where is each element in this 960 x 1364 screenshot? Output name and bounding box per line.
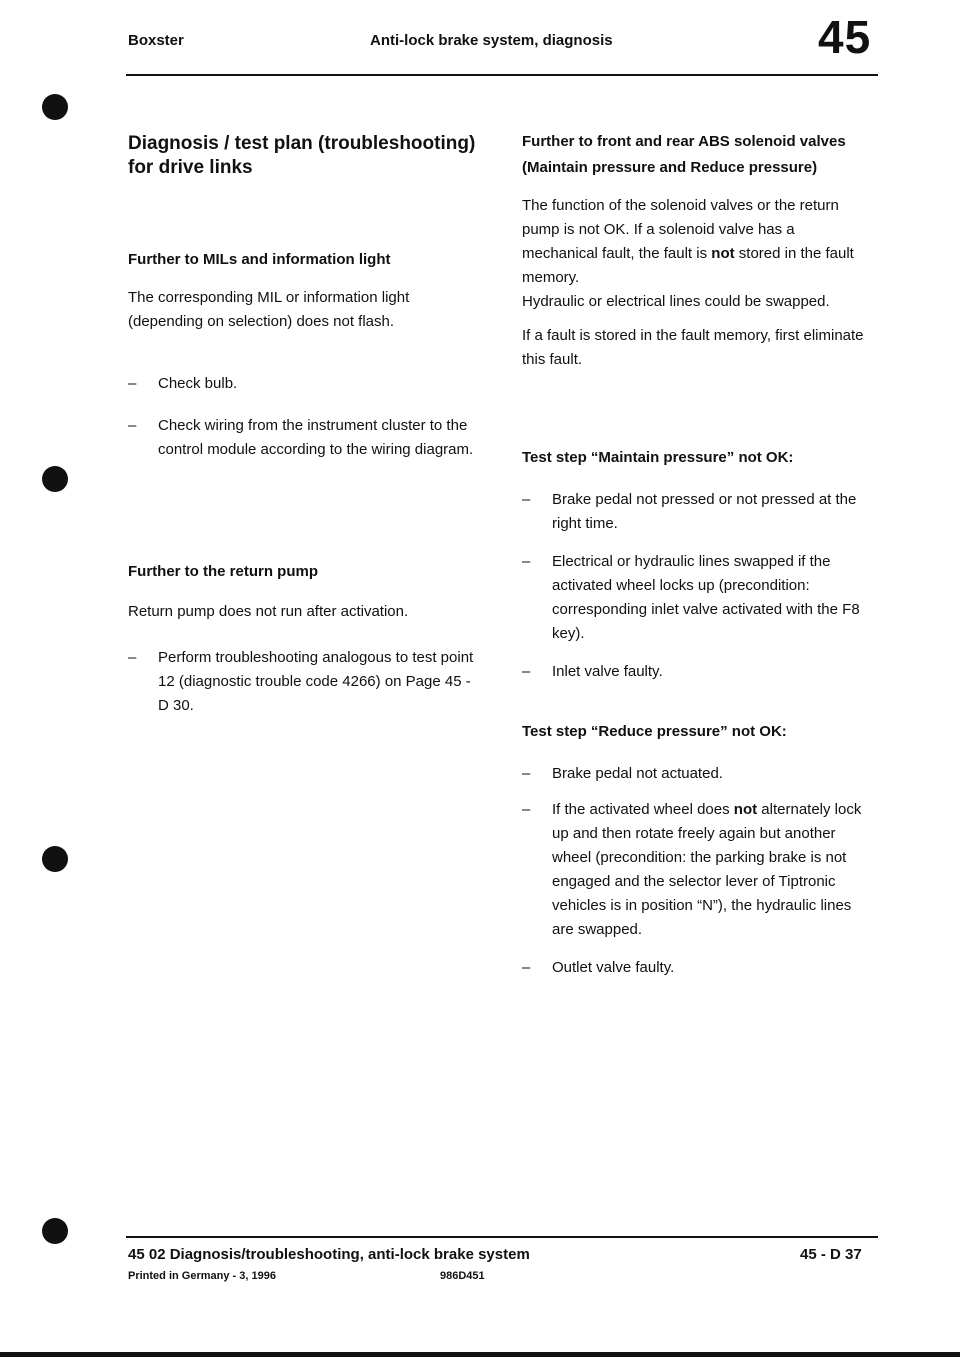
list-item: [128, 646, 478, 718]
list-item: [128, 372, 478, 396]
section-title-solenoid-valves: Further to front and rear ABS solenoid valves: [522, 133, 846, 150]
header-group-number: 45: [818, 11, 872, 63]
binder-hole: [42, 846, 68, 872]
emphasis-not: not: [733, 801, 758, 818]
binder-hole: [42, 466, 68, 492]
footer-section: 45 02 Diagnosis/troubleshooting, anti-lock brake system: [128, 1246, 530, 1263]
list-item-text: Brake pedal not pressed or not pressed at the right time.: [552, 491, 857, 532]
list-item: [522, 488, 872, 536]
section-title-reduce-pressure: Test step “Reduce pressure” not OK:: [522, 723, 787, 740]
header-rule: [126, 74, 878, 76]
section-title-return-pump: Further to the return pump: [128, 563, 318, 580]
section-subtitle-solenoid-valves: (Maintain pressure and Reduce pressure): [522, 159, 818, 176]
footer-rule: [126, 1236, 878, 1238]
dash-bullet: –: [128, 375, 137, 392]
footer-code: 986D451: [440, 1270, 485, 1282]
list-item-text: Check bulb.: [158, 375, 238, 392]
dash-bullet: –: [128, 417, 137, 434]
dash-bullet: –: [522, 663, 531, 680]
dash-bullet: –: [522, 765, 531, 782]
list-item: [522, 660, 872, 684]
header-topic: Anti-lock brake system, diagnosis: [370, 32, 613, 49]
list-item-text: Perform troubleshooting analogous to test point 12 (diagnostic trouble code 4266) on Page 45 - D 30.: [158, 649, 474, 714]
dash-bullet: –: [522, 959, 531, 976]
list-item: [522, 956, 872, 980]
list-item-text: If the activated wheel does not alternately lock up and then rotate freely again but another wheel (precondition: the parking brake is not engaged and the selector lever of Tiptronic vehicles is in position “N”), the hydraulic lines are swapped.: [552, 801, 862, 938]
footer-printed: Printed in Germany - 3, 1996: [128, 1270, 276, 1282]
list-item: [522, 762, 872, 786]
page-number: 45 - D 37: [800, 1246, 862, 1263]
section-title-maintain-pressure: Test step “Maintain pressure” not OK:: [522, 449, 794, 466]
paragraph-solenoid-function: The function of the solenoid valves or the return pump is not OK. If a solenoid valve has a mechanical fault, the fault is not stored in the fault memory. Hydraulic or electrical lines could be swapped.: [522, 197, 854, 310]
list-item-text: Electrical or hydraulic lines swapped if the activated wheel locks up (precondition: corresponding inlet valve activated with the F8 key).: [552, 553, 860, 642]
list-item: [128, 414, 478, 462]
section-title-mils: Further to MILs and information light: [128, 251, 391, 268]
list-item-text: Check wiring from the instrument cluster to the control module according to the wiring diagram.: [158, 417, 474, 458]
dash-bullet: –: [522, 553, 531, 570]
list-item-text: Inlet valve faulty.: [552, 663, 663, 680]
paragraph-return-pump: Return pump does not run after activation.: [128, 603, 409, 620]
dash-bullet: –: [522, 491, 531, 508]
list-item: [522, 798, 872, 942]
header-model: Boxster: [128, 32, 184, 49]
page-title: Diagnosis / test plan (troubleshooting) for drive links: [128, 133, 476, 178]
list-item: [522, 550, 872, 646]
list-item-text: Outlet valve faulty.: [552, 959, 675, 976]
emphasis-not: not: [711, 245, 735, 262]
left-column: [128, 132, 478, 718]
list-item-text: Brake pedal not actuated.: [552, 765, 723, 782]
right-column: [522, 130, 872, 980]
bottom-bar: [0, 1352, 960, 1357]
binder-hole: [42, 1218, 68, 1244]
binder-hole: [42, 94, 68, 120]
paragraph-fault-memory: If a fault is stored in the fault memory, first eliminate this fault.: [522, 327, 864, 368]
dash-bullet: –: [522, 801, 531, 818]
dash-bullet: –: [128, 649, 137, 666]
paragraph-mils: The corresponding MIL or information light (depending on selection) does not flash.: [128, 289, 410, 330]
